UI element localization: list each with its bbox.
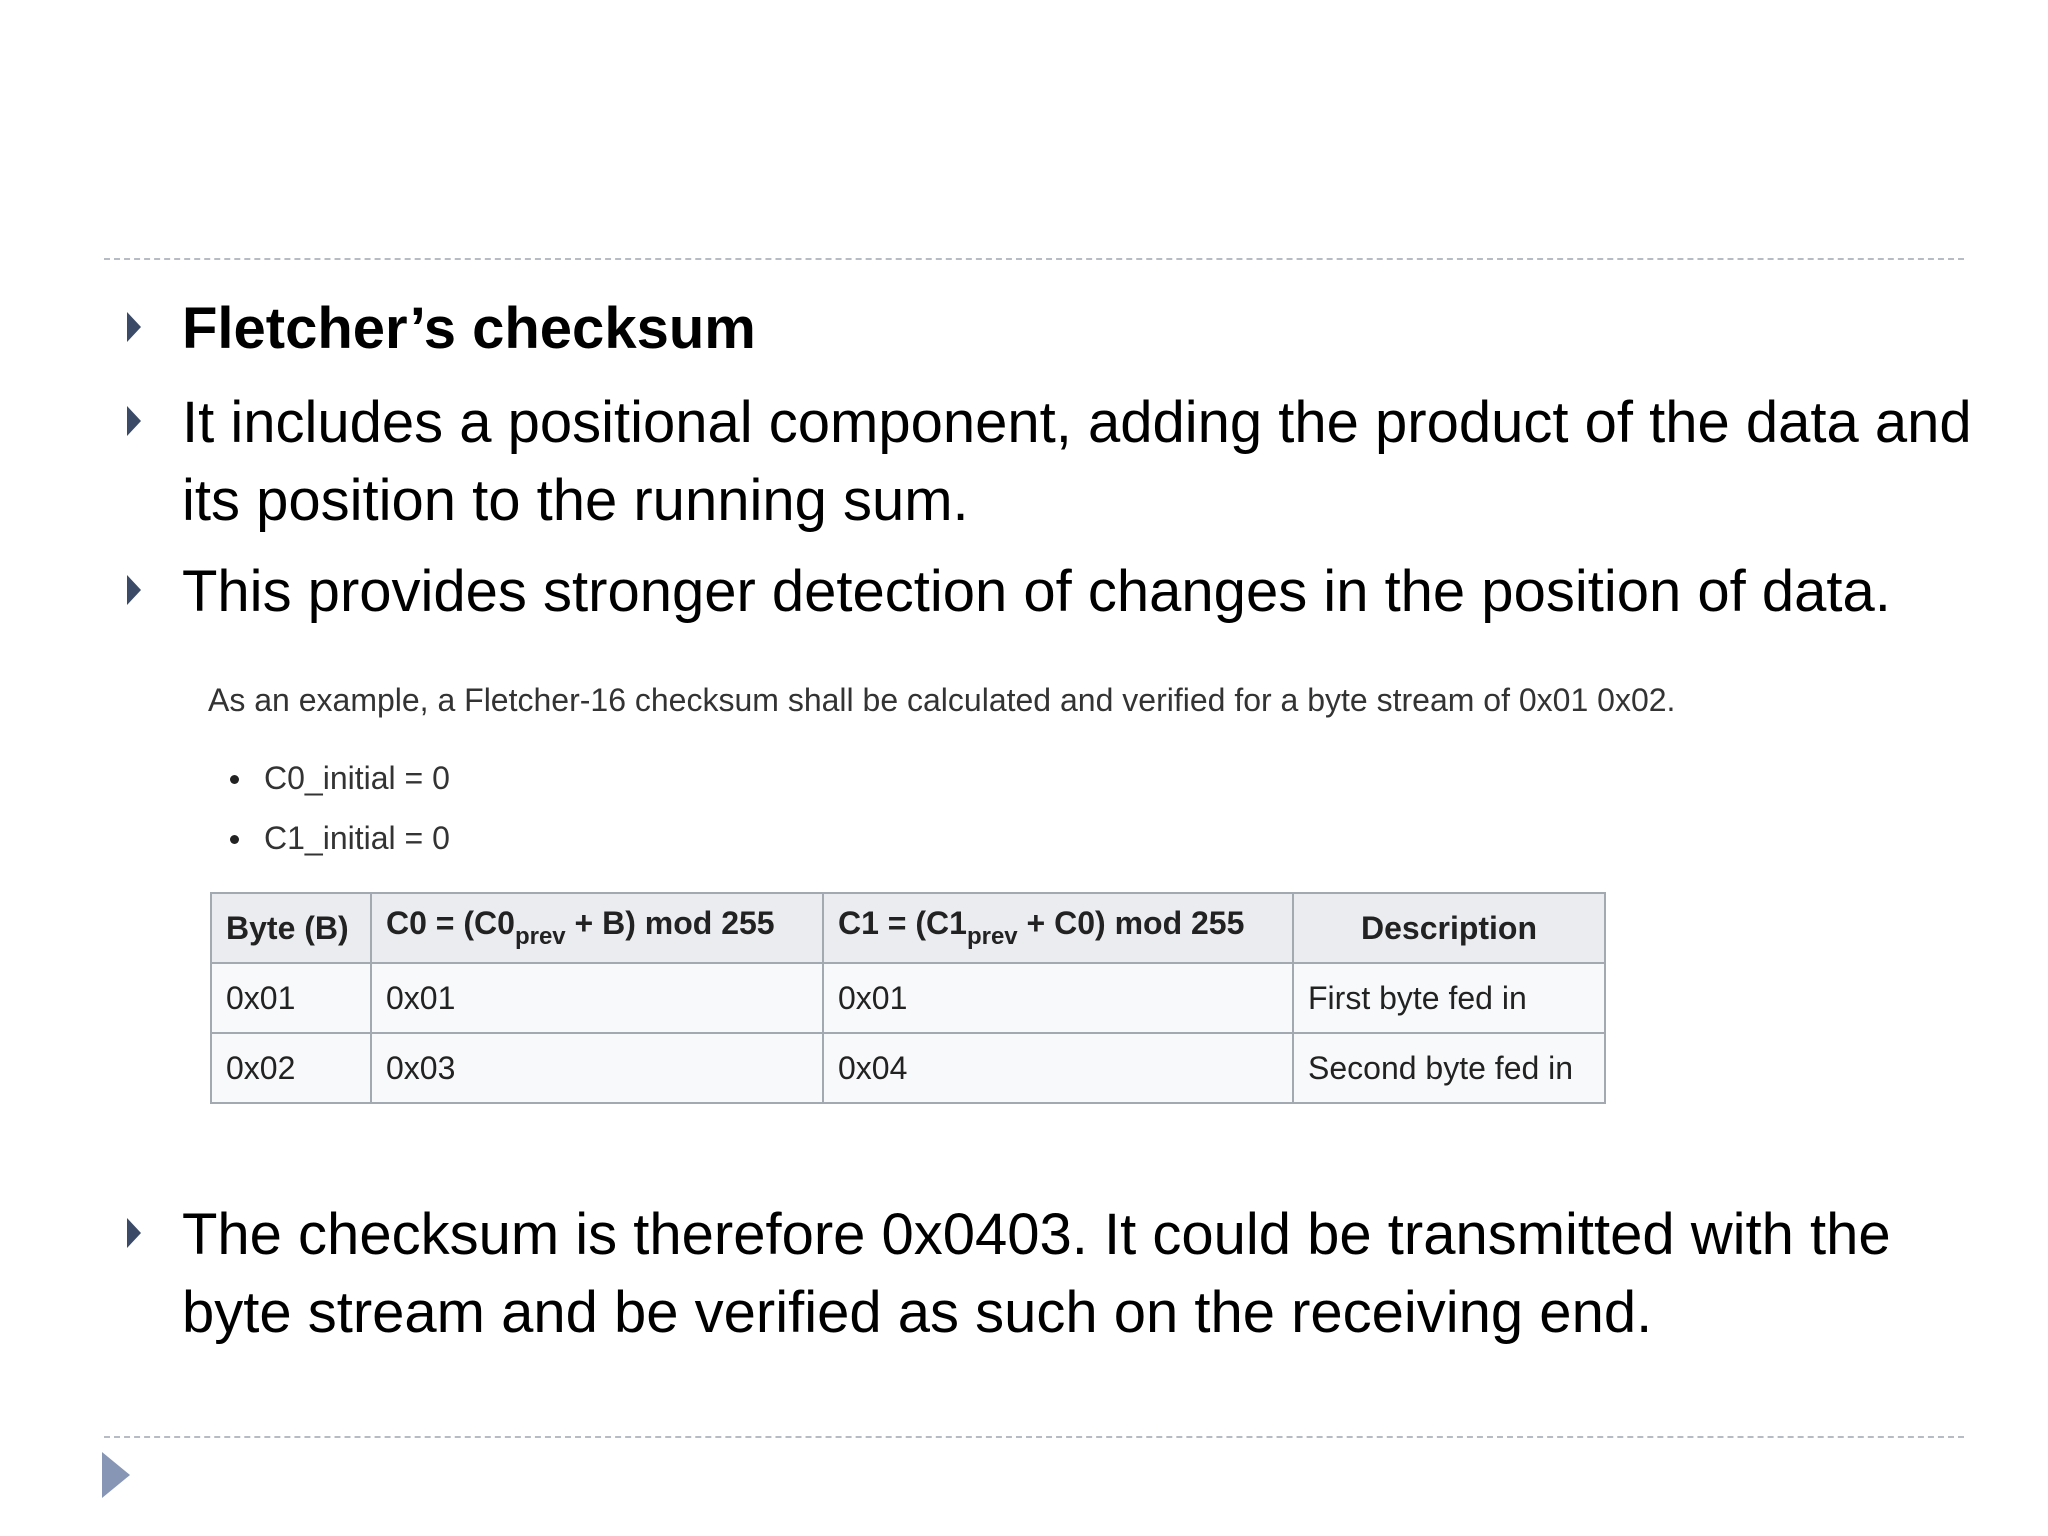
bullet-arrow-icon [127,312,141,342]
header-c1: $C1 = (C1_{prev} + C0)$ mod 255 [823,893,1293,963]
bullet-arrow-icon [127,575,141,605]
bullet-text: The checksum is therefore 0x0403. It could be transmitted with the byte stream and be verified as such on the receiving end. [182,1202,1891,1345]
cell-c1: 0x01 [823,963,1293,1033]
cell-description: First byte fed in [1293,963,1605,1033]
bottom-divider [104,1436,1964,1438]
header-c0: $C0 = (C0_{prev} + B)$ mod 255 [371,893,823,963]
cell-c0: 0x01 [371,963,823,1033]
example-intro: As an example, a Fletcher-16 checksum shall be calculated and verified for a byte stream of 0x01 0x02. [208,682,1676,718]
bullet-text: This provides stronger detection of changes in the position of data. [182,559,1891,624]
bullet-text: It includes a positional component, adding the product of the data and its position to the running sum. [182,390,1972,533]
bullet-positional-component [182,384,1982,540]
next-slide-icon[interactable] [102,1452,130,1498]
cell-c0: 0x03 [371,1033,823,1103]
table-row [211,963,1605,1033]
list-item: C1_initial = 0 [208,808,1675,868]
cell-byte: 0x01 [211,963,371,1033]
bullet-stronger-detection [182,553,1982,631]
cell-c1: 0x04 [823,1033,1293,1103]
fletcher-table [210,892,1606,1104]
example-block [208,676,1675,868]
cell-byte: 0x02 [211,1033,371,1103]
cell-description: Second byte fed in [1293,1033,1605,1103]
bullet-arrow-icon [127,1218,141,1248]
bullet-title [182,290,1982,368]
top-divider [104,258,1964,260]
slide-title: Fletcher’s checksum [182,296,756,361]
bullet-arrow-icon [127,406,141,436]
initial-values-list [208,748,1675,868]
bullet-checksum-result [182,1196,1982,1352]
header-byte: Byte (B) [211,893,371,963]
table-row [211,1033,1605,1103]
header-description: Description [1293,893,1605,963]
list-item: C0_initial = 0 [208,748,1675,808]
table-header-row [211,893,1605,963]
